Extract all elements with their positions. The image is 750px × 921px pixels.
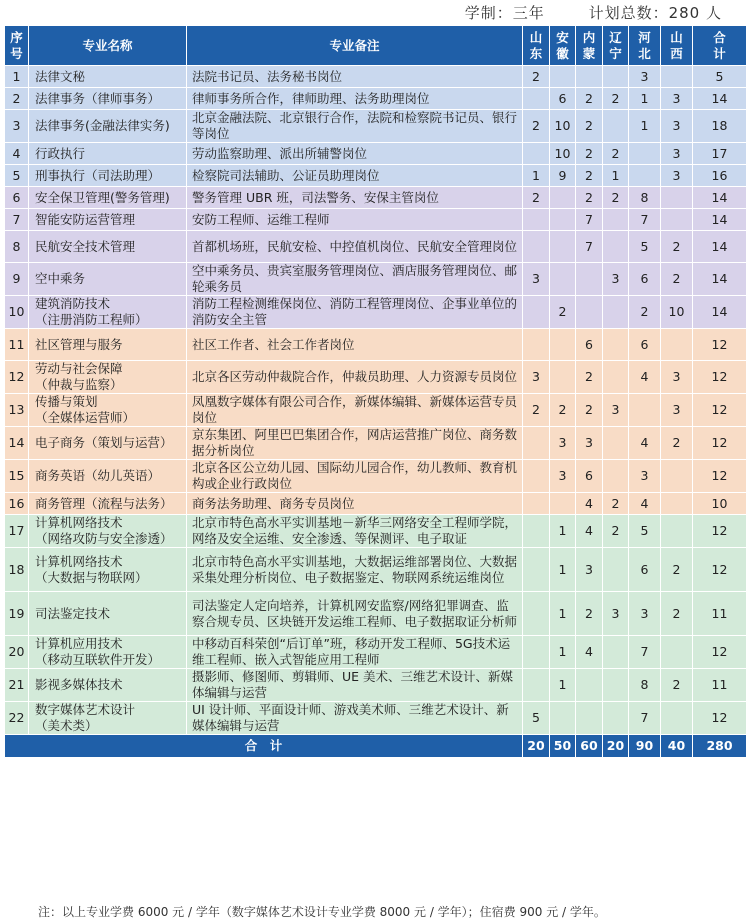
major-name: 数字媒体艺术设计 （美术类） <box>29 702 187 735</box>
row-number: 7 <box>5 209 29 231</box>
province-quota: 7 <box>629 209 661 231</box>
province-quota <box>550 209 576 231</box>
province-quota <box>523 636 550 669</box>
province-quota <box>523 231 550 263</box>
province-quota <box>550 361 576 394</box>
province-quota <box>523 427 550 460</box>
province-quota <box>661 66 693 88</box>
major-name: 智能安防运营管理 <box>29 209 187 231</box>
province-quota: 2 <box>661 231 693 263</box>
table-row <box>5 143 747 165</box>
row-total: 10 <box>693 493 747 515</box>
total-plan-text: 计划总数：280 人 <box>588 4 722 22</box>
table-row <box>5 165 747 187</box>
province-quota: 4 <box>629 361 661 394</box>
province-quota <box>661 329 693 361</box>
province-quota <box>576 263 603 296</box>
major-note: 商务法务助理、商务专员岗位 <box>187 493 523 515</box>
province-quota: 6 <box>629 263 661 296</box>
province-quota: 2 <box>603 143 629 165</box>
col-prov-5: 山 西 <box>661 26 693 66</box>
table-row <box>5 66 747 88</box>
province-quota <box>661 209 693 231</box>
row-total: 14 <box>693 231 747 263</box>
province-quota <box>550 702 576 735</box>
row-number: 22 <box>5 702 29 735</box>
major-note: 北京市特色高水平实训基地－新华三网络安全工程师学院，网络及安全运维、安全渗透、等保测评、电子取证 <box>187 515 523 548</box>
province-quota: 2 <box>603 515 629 548</box>
major-note: 劳动监察助理、派出所辅警岗位 <box>187 143 523 165</box>
table-row <box>5 187 747 209</box>
major-name: 法律事务(金融法律实务) <box>29 110 187 143</box>
col-prov-4: 河 北 <box>629 26 661 66</box>
province-quota: 3 <box>661 88 693 110</box>
province-quota <box>523 493 550 515</box>
province-quota: 3 <box>661 165 693 187</box>
province-quota: 1 <box>550 548 576 592</box>
row-total: 12 <box>693 636 747 669</box>
province-quota <box>603 427 629 460</box>
row-total: 12 <box>693 702 747 735</box>
row-total: 14 <box>693 296 747 329</box>
province-quota: 3 <box>661 394 693 427</box>
col-prov-2: 内 蒙 <box>576 26 603 66</box>
major-name: 计算机网络技术 （大数据与物联网） <box>29 548 187 592</box>
province-quota: 2 <box>661 427 693 460</box>
province-quota: 3 <box>629 460 661 493</box>
row-total: 14 <box>693 88 747 110</box>
province-quota <box>603 209 629 231</box>
province-quota: 3 <box>603 592 629 636</box>
row-number: 17 <box>5 515 29 548</box>
table-row <box>5 296 747 329</box>
province-quota: 10 <box>550 143 576 165</box>
row-number: 2 <box>5 88 29 110</box>
province-quota: 6 <box>629 548 661 592</box>
col-note: 专业备注 <box>187 26 523 66</box>
province-quota: 2 <box>661 669 693 702</box>
major-name: 商务管理（流程与法务） <box>29 493 187 515</box>
province-quota: 2 <box>576 394 603 427</box>
row-number: 20 <box>5 636 29 669</box>
major-name: 行政执行 <box>29 143 187 165</box>
major-note: 检察院司法辅助、公证员助理岗位 <box>187 165 523 187</box>
province-quota <box>550 231 576 263</box>
major-note: 首都机场班，民航安检、中控值机岗位、民航安全管理岗位 <box>187 231 523 263</box>
province-quota <box>603 702 629 735</box>
totals-label: 合 计 <box>5 735 523 758</box>
row-total: 11 <box>693 592 747 636</box>
province-quota: 3 <box>523 263 550 296</box>
row-number: 11 <box>5 329 29 361</box>
province-quota <box>550 187 576 209</box>
table-row <box>5 493 747 515</box>
province-quota: 4 <box>576 515 603 548</box>
province-quota: 5 <box>629 231 661 263</box>
major-name: 刑事执行（司法助理） <box>29 165 187 187</box>
province-quota: 1 <box>550 515 576 548</box>
province-quota: 1 <box>629 88 661 110</box>
major-note: 空中乘务员、贵宾室服务管理岗位、酒店服务管理岗位、邮轮乘务员 <box>187 263 523 296</box>
province-quota <box>603 66 629 88</box>
major-note: 北京各区公立幼儿园、国际幼儿园合作，幼儿教师、教育机构或企业行政岗位 <box>187 460 523 493</box>
table-row <box>5 636 747 669</box>
major-note: 北京市特色高水平实训基地，大数据运维部署岗位、大数据采集处理分析岗位、电子数据鉴定、物联网系统运维岗位 <box>187 548 523 592</box>
major-note: 京东集团、阿里巴巴集团合作，网店运营推广岗位、商务数据分析岗位 <box>187 427 523 460</box>
province-quota: 8 <box>629 187 661 209</box>
province-quota: 1 <box>523 165 550 187</box>
row-total: 12 <box>693 460 747 493</box>
row-total: 14 <box>693 263 747 296</box>
province-quota <box>661 460 693 493</box>
row-total: 11 <box>693 669 747 702</box>
row-number: 1 <box>5 66 29 88</box>
row-number: 10 <box>5 296 29 329</box>
province-quota <box>661 493 693 515</box>
province-quota <box>523 296 550 329</box>
row-number: 14 <box>5 427 29 460</box>
province-quota: 3 <box>661 361 693 394</box>
province-quota: 3 <box>603 394 629 427</box>
province-quota: 2 <box>661 263 693 296</box>
province-quota: 1 <box>603 165 629 187</box>
province-quota: 2 <box>603 493 629 515</box>
province-quota: 2 <box>576 187 603 209</box>
province-quota <box>661 636 693 669</box>
province-quota: 6 <box>576 329 603 361</box>
province-quota: 2 <box>629 296 661 329</box>
row-number: 19 <box>5 592 29 636</box>
total-prov-5: 40 <box>661 735 693 758</box>
col-prov-0: 山 东 <box>523 26 550 66</box>
province-quota: 2 <box>576 143 603 165</box>
row-number: 9 <box>5 263 29 296</box>
row-number: 3 <box>5 110 29 143</box>
province-quota: 2 <box>661 548 693 592</box>
table-row <box>5 460 747 493</box>
table-row <box>5 88 747 110</box>
table-row <box>5 592 747 636</box>
province-quota: 7 <box>576 231 603 263</box>
col-seq: 序 号 <box>5 26 29 66</box>
row-total: 12 <box>693 329 747 361</box>
province-quota <box>523 592 550 636</box>
major-name: 电子商务（策划与运营） <box>29 427 187 460</box>
major-name: 计算机网络技术 （网络攻防与安全渗透） <box>29 515 187 548</box>
header-line <box>427 2 722 23</box>
row-number: 16 <box>5 493 29 515</box>
col-total: 合 计 <box>693 26 747 66</box>
row-number: 18 <box>5 548 29 592</box>
province-quota: 3 <box>603 263 629 296</box>
province-quota: 3 <box>523 361 550 394</box>
province-quota: 4 <box>629 493 661 515</box>
province-quota <box>661 187 693 209</box>
province-quota: 2 <box>550 296 576 329</box>
table-header <box>5 26 747 66</box>
province-quota <box>523 515 550 548</box>
col-major: 专业名称 <box>29 26 187 66</box>
row-total: 12 <box>693 427 747 460</box>
province-quota: 1 <box>550 636 576 669</box>
province-quota <box>576 66 603 88</box>
province-quota: 1 <box>629 110 661 143</box>
province-quota <box>576 669 603 702</box>
province-quota <box>550 329 576 361</box>
province-quota <box>603 296 629 329</box>
table-row <box>5 669 747 702</box>
major-name: 建筑消防技术 （注册消防工程师） <box>29 296 187 329</box>
province-quota <box>550 493 576 515</box>
province-quota: 2 <box>576 361 603 394</box>
province-quota: 10 <box>550 110 576 143</box>
major-name: 商务英语（幼儿英语） <box>29 460 187 493</box>
province-quota: 3 <box>661 143 693 165</box>
table-row <box>5 515 747 548</box>
province-quota: 3 <box>629 66 661 88</box>
table-row <box>5 231 747 263</box>
major-note: 北京金融法院、北京银行合作，法院和检察院书记员、银行等岗位 <box>187 110 523 143</box>
province-quota: 2 <box>576 592 603 636</box>
province-quota: 10 <box>661 296 693 329</box>
province-quota: 2 <box>576 165 603 187</box>
major-note: 凤凰数字媒体有限公司合作，新媒体编辑、新媒体运营专员岗位 <box>187 394 523 427</box>
province-quota: 1 <box>550 669 576 702</box>
row-total: 12 <box>693 548 747 592</box>
total-prov-1: 50 <box>550 735 576 758</box>
row-number: 13 <box>5 394 29 427</box>
major-name: 法律事务（律师事务） <box>29 88 187 110</box>
major-name: 社区管理与服务 <box>29 329 187 361</box>
province-quota <box>523 669 550 702</box>
row-total: 5 <box>693 66 747 88</box>
province-quota <box>603 110 629 143</box>
province-quota <box>523 460 550 493</box>
row-total: 12 <box>693 394 747 427</box>
duration-text: 学制：三年 <box>464 4 545 22</box>
province-quota <box>550 66 576 88</box>
major-name: 安全保卫管理(警务管理) <box>29 187 187 209</box>
row-total: 12 <box>693 515 747 548</box>
total-prov-4: 90 <box>629 735 661 758</box>
province-quota <box>603 460 629 493</box>
province-quota: 2 <box>523 110 550 143</box>
major-note: 社区工作者、社会工作者岗位 <box>187 329 523 361</box>
major-note: 消防工程检测维保岗位、消防工程管理岗位、企事业单位的消防安全主管 <box>187 296 523 329</box>
major-name: 法律文秘 <box>29 66 187 88</box>
province-quota: 2 <box>523 66 550 88</box>
province-quota: 2 <box>550 394 576 427</box>
province-quota: 6 <box>550 88 576 110</box>
major-note: UI 设计师、平面设计师、游戏美术师、三维艺术设计、新媒体编辑与运营 <box>187 702 523 735</box>
province-quota: 9 <box>550 165 576 187</box>
province-quota <box>576 702 603 735</box>
province-quota <box>523 143 550 165</box>
province-quota: 3 <box>576 427 603 460</box>
table-row <box>5 427 747 460</box>
row-total: 17 <box>693 143 747 165</box>
province-quota: 2 <box>603 88 629 110</box>
province-quota: 3 <box>550 427 576 460</box>
grand-total: 280 <box>693 735 747 758</box>
row-number: 12 <box>5 361 29 394</box>
province-quota <box>603 548 629 592</box>
province-quota: 3 <box>576 548 603 592</box>
province-quota: 2 <box>523 394 550 427</box>
major-note: 安防工程师、运维工程师 <box>187 209 523 231</box>
province-quota <box>629 165 661 187</box>
major-note: 律师事务所合作，律师助理、法务助理岗位 <box>187 88 523 110</box>
row-total: 12 <box>693 361 747 394</box>
row-number: 8 <box>5 231 29 263</box>
province-quota: 2 <box>523 187 550 209</box>
province-quota <box>603 361 629 394</box>
total-prov-0: 20 <box>523 735 550 758</box>
row-total: 14 <box>693 209 747 231</box>
province-quota: 5 <box>629 515 661 548</box>
total-prov-2: 60 <box>576 735 603 758</box>
province-quota <box>629 143 661 165</box>
major-name: 计算机应用技术 （移动互联软件开发） <box>29 636 187 669</box>
major-name: 传播与策划 （全媒体运营师） <box>29 394 187 427</box>
major-name: 劳动与社会保障 （仲裁与监察） <box>29 361 187 394</box>
row-number: 15 <box>5 460 29 493</box>
province-quota: 1 <box>550 592 576 636</box>
province-quota: 6 <box>629 329 661 361</box>
province-quota: 6 <box>576 460 603 493</box>
table-row <box>5 394 747 427</box>
major-note: 摄影师、修图师、剪辑师、UE 美术、三维艺术设计、新媒体编辑与运营 <box>187 669 523 702</box>
province-quota <box>576 296 603 329</box>
major-note: 法院书记员、法务秘书岗位 <box>187 66 523 88</box>
totals-row <box>5 735 747 758</box>
table-row <box>5 329 747 361</box>
row-number: 4 <box>5 143 29 165</box>
province-quota <box>603 636 629 669</box>
enrollment-table <box>4 25 747 758</box>
province-quota: 2 <box>603 187 629 209</box>
province-quota <box>661 515 693 548</box>
province-quota: 3 <box>629 592 661 636</box>
row-total: 14 <box>693 187 747 209</box>
province-quota <box>523 548 550 592</box>
province-quota: 2 <box>576 88 603 110</box>
col-prov-1: 安 徽 <box>550 26 576 66</box>
province-quota: 4 <box>576 636 603 669</box>
province-quota: 3 <box>661 110 693 143</box>
row-number: 6 <box>5 187 29 209</box>
province-quota <box>603 329 629 361</box>
province-quota <box>629 394 661 427</box>
table-row <box>5 548 747 592</box>
footnote: 注：以上专业学费 6000 元 / 学年（数字媒体艺术设计专业学费 8000 元 / 学年）；住宿费 900 元 / 学年。 <box>38 905 606 919</box>
province-quota: 7 <box>629 636 661 669</box>
major-name: 空中乘务 <box>29 263 187 296</box>
row-number: 21 <box>5 669 29 702</box>
major-name: 民航安全技术管理 <box>29 231 187 263</box>
row-total: 18 <box>693 110 747 143</box>
province-quota: 3 <box>550 460 576 493</box>
table-row <box>5 110 747 143</box>
table-row <box>5 361 747 394</box>
table-row <box>5 263 747 296</box>
province-quota: 2 <box>576 110 603 143</box>
major-note: 警务管理 UBR 班，司法警务、安保主管岗位 <box>187 187 523 209</box>
province-quota <box>603 231 629 263</box>
province-quota: 8 <box>629 669 661 702</box>
table-row <box>5 702 747 735</box>
province-quota <box>603 669 629 702</box>
province-quota: 7 <box>629 702 661 735</box>
total-prov-3: 20 <box>603 735 629 758</box>
province-quota <box>661 702 693 735</box>
province-quota: 4 <box>576 493 603 515</box>
province-quota <box>523 88 550 110</box>
province-quota: 2 <box>661 592 693 636</box>
province-quota <box>550 263 576 296</box>
province-quota: 5 <box>523 702 550 735</box>
table-row <box>5 209 747 231</box>
province-quota: 7 <box>576 209 603 231</box>
province-quota: 4 <box>629 427 661 460</box>
major-note: 北京各区劳动仲裁院合作，仲裁员助理、人力资源专员岗位 <box>187 361 523 394</box>
row-total: 16 <box>693 165 747 187</box>
row-number: 5 <box>5 165 29 187</box>
province-quota <box>523 209 550 231</box>
major-name: 司法鉴定技术 <box>29 592 187 636</box>
province-quota <box>523 329 550 361</box>
col-prov-3: 辽 宁 <box>603 26 629 66</box>
major-note: 司法鉴定人定向培养，计算机网安监察/网络犯罪调查、监察合规专员、区块链开发运维工程师、电子数据取证分析师 <box>187 592 523 636</box>
major-note: 中移动百科荣创“后订单”班，移动开发工程师、5G技术运维工程师、嵌入式智能应用工程师 <box>187 636 523 669</box>
major-name: 影视多媒体技术 <box>29 669 187 702</box>
